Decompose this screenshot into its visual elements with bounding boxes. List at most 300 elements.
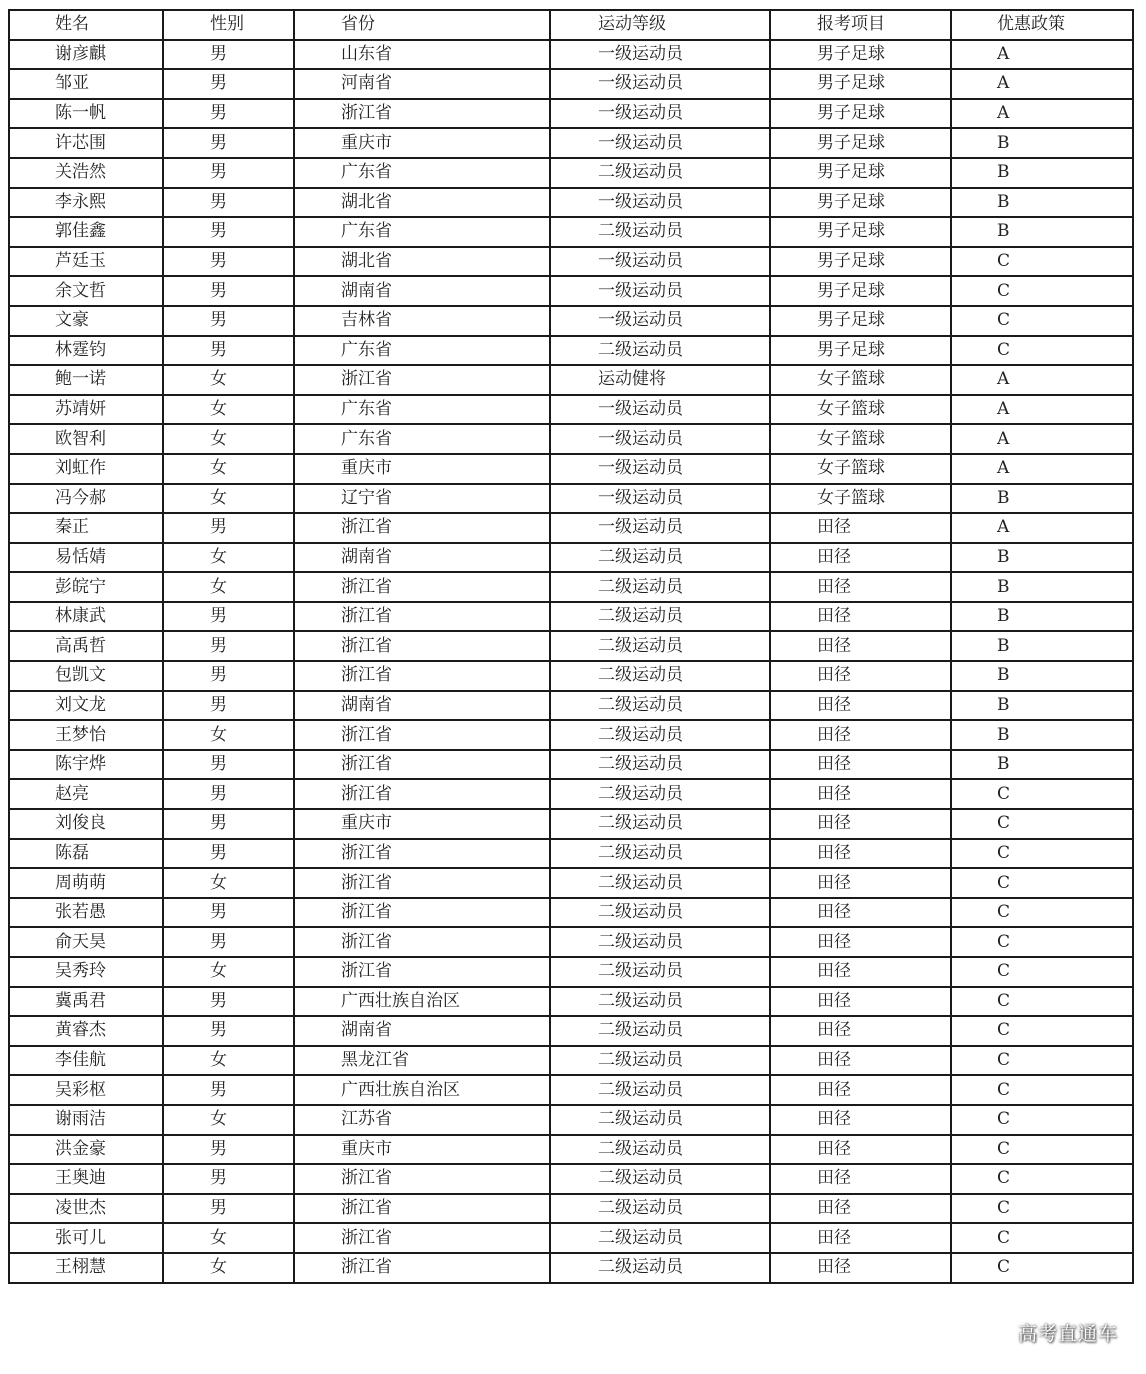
cell-province: 重庆市 [294,1135,550,1165]
cell-policy: B [951,217,1133,247]
cell-name: 彭皖宁 [9,572,163,602]
cell-gender: 女 [163,395,294,425]
cell-gender: 男 [163,631,294,661]
cell-sport-level: 一级运动员 [550,424,770,454]
table-row [9,602,1133,632]
cell-gender: 女 [163,1223,294,1253]
cell-gender: 男 [163,336,294,366]
cell-name: 苏靖妍 [9,395,163,425]
cell-name: 芦廷玉 [9,247,163,277]
watermark: 高考直通车 [1017,1323,1118,1345]
cell-gender: 男 [163,513,294,543]
cell-gender: 男 [163,247,294,277]
table-row [9,484,1133,514]
table-row [9,217,1133,247]
cell-name: 鲍一诺 [9,365,163,395]
cell-name: 张若愚 [9,898,163,928]
cell-gender: 男 [163,661,294,691]
cell-event: 田径 [770,1253,951,1283]
cell-gender: 女 [163,1105,294,1135]
table-row [9,572,1133,602]
table-row [9,543,1133,573]
cell-policy: C [951,306,1133,336]
cell-sport-level: 一级运动员 [550,69,770,99]
table-row [9,957,1133,987]
cell-sport-level: 一级运动员 [550,40,770,70]
cell-policy: C [951,839,1133,869]
cell-name: 王奥迪 [9,1164,163,1194]
cell-sport-level: 二级运动员 [550,779,770,809]
cell-sport-level: 二级运动员 [550,691,770,721]
cell-province: 重庆市 [294,809,550,839]
table-row [9,424,1133,454]
cell-province: 湖南省 [294,691,550,721]
cell-policy: A [951,69,1133,99]
cell-name: 谢彦麒 [9,40,163,70]
cell-sport-level: 一级运动员 [550,276,770,306]
cell-name: 冀禹君 [9,987,163,1017]
cell-sport-level: 二级运动员 [550,631,770,661]
cell-province: 河南省 [294,69,550,99]
cell-policy: A [951,424,1133,454]
cell-event: 女子篮球 [770,424,951,454]
header-name: 姓名 [9,10,163,40]
table-row [9,158,1133,188]
cell-sport-level: 二级运动员 [550,1135,770,1165]
header-gender: 性别 [163,10,294,40]
cell-policy: A [951,395,1133,425]
table-row [9,306,1133,336]
cell-policy: B [951,128,1133,158]
cell-sport-level: 一级运动员 [550,128,770,158]
cell-event: 男子足球 [770,247,951,277]
cell-gender: 男 [163,69,294,99]
cell-province: 广东省 [294,395,550,425]
table-row [9,809,1133,839]
cell-province: 湖南省 [294,1016,550,1046]
cell-sport-level: 二级运动员 [550,1164,770,1194]
cell-event: 田径 [770,513,951,543]
cell-event: 男子足球 [770,40,951,70]
cell-policy: C [951,1253,1133,1283]
table-row [9,779,1133,809]
cell-name: 刘俊良 [9,809,163,839]
cell-name: 吴彩枢 [9,1075,163,1105]
cell-gender: 女 [163,424,294,454]
cell-sport-level: 二级运动员 [550,572,770,602]
cell-event: 田径 [770,927,951,957]
cell-event: 田径 [770,661,951,691]
table-row [9,40,1133,70]
cell-sport-level: 二级运动员 [550,543,770,573]
cell-gender: 男 [163,1016,294,1046]
cell-sport-level: 一级运动员 [550,454,770,484]
cell-event: 男子足球 [770,276,951,306]
cell-gender: 男 [163,188,294,218]
cell-name: 秦正 [9,513,163,543]
cell-sport-level: 二级运动员 [550,987,770,1017]
cell-event: 田径 [770,1194,951,1224]
cell-province: 重庆市 [294,128,550,158]
cell-province: 黑龙江省 [294,1046,550,1076]
athlete-roster-table [8,9,1134,1284]
cell-gender: 男 [163,99,294,129]
cell-sport-level: 二级运动员 [550,957,770,987]
cell-policy: C [951,987,1133,1017]
cell-gender: 女 [163,1046,294,1076]
cell-name: 关浩然 [9,158,163,188]
table-row [9,839,1133,869]
cell-sport-level: 二级运动员 [550,1046,770,1076]
cell-event: 女子篮球 [770,395,951,425]
cell-province: 浙江省 [294,99,550,129]
cell-sport-level: 二级运动员 [550,661,770,691]
cell-name: 余文哲 [9,276,163,306]
cell-province: 湖南省 [294,543,550,573]
cell-name: 刘文龙 [9,691,163,721]
table-row [9,720,1133,750]
cell-policy: C [951,1105,1133,1135]
cell-name: 俞天昊 [9,927,163,957]
cell-sport-level: 二级运动员 [550,868,770,898]
cell-sport-level: 二级运动员 [550,336,770,366]
cell-event: 男子足球 [770,99,951,129]
cell-province: 浙江省 [294,750,550,780]
cell-province: 浙江省 [294,779,550,809]
cell-event: 田径 [770,898,951,928]
cell-sport-level: 运动健将 [550,365,770,395]
cell-policy: B [951,158,1133,188]
table-row [9,1164,1133,1194]
cell-event: 男子足球 [770,128,951,158]
cell-gender: 男 [163,987,294,1017]
cell-name: 陈宇烨 [9,750,163,780]
cell-gender: 男 [163,898,294,928]
cell-policy: B [951,661,1133,691]
cell-gender: 女 [163,543,294,573]
table-row [9,1135,1133,1165]
cell-province: 浙江省 [294,602,550,632]
cell-event: 田径 [770,691,951,721]
cell-gender: 女 [163,365,294,395]
cell-name: 包凯文 [9,661,163,691]
cell-gender: 女 [163,957,294,987]
cell-name: 林霆钧 [9,336,163,366]
cell-province: 浙江省 [294,365,550,395]
table-row [9,1016,1133,1046]
cell-event: 男子足球 [770,336,951,366]
cell-name: 王栩慧 [9,1253,163,1283]
cell-province: 辽宁省 [294,484,550,514]
cell-gender: 女 [163,1253,294,1283]
cell-policy: C [951,809,1133,839]
table-row [9,454,1133,484]
table-row [9,1194,1133,1224]
cell-province: 浙江省 [294,868,550,898]
cell-province: 浙江省 [294,720,550,750]
header-policy: 优惠政策 [951,10,1133,40]
cell-sport-level: 二级运动员 [550,602,770,632]
cell-province: 广东省 [294,158,550,188]
cell-sport-level: 二级运动员 [550,1194,770,1224]
table-row [9,898,1133,928]
cell-gender: 男 [163,779,294,809]
cell-name: 周萌萌 [9,868,163,898]
cell-sport-level: 二级运动员 [550,217,770,247]
table-row [9,631,1133,661]
cell-name: 谢雨洁 [9,1105,163,1135]
cell-sport-level: 二级运动员 [550,720,770,750]
cell-policy: A [951,40,1133,70]
cell-event: 男子足球 [770,158,951,188]
cell-gender: 女 [163,572,294,602]
cell-name: 陈一帆 [9,99,163,129]
cell-event: 田径 [770,631,951,661]
cell-policy: C [951,957,1133,987]
cell-event: 田径 [770,809,951,839]
cell-sport-level: 一级运动员 [550,99,770,129]
cell-gender: 男 [163,927,294,957]
cell-gender: 女 [163,868,294,898]
cell-sport-level: 二级运动员 [550,927,770,957]
cell-event: 田径 [770,1016,951,1046]
cell-policy: C [951,336,1133,366]
cell-name: 李佳航 [9,1046,163,1076]
cell-name: 郭佳鑫 [9,217,163,247]
cell-province: 广东省 [294,424,550,454]
cell-gender: 男 [163,306,294,336]
cell-policy: C [951,927,1133,957]
cell-policy: C [951,868,1133,898]
cell-province: 湖北省 [294,247,550,277]
table-row [9,247,1133,277]
cell-event: 男子足球 [770,69,951,99]
cell-policy: C [951,1016,1133,1046]
cell-policy: B [951,720,1133,750]
cell-name: 张可儿 [9,1223,163,1253]
cell-gender: 女 [163,484,294,514]
table-header-row [9,10,1133,40]
header-province: 省份 [294,10,550,40]
cell-province: 浙江省 [294,1253,550,1283]
table-row [9,336,1133,366]
cell-province: 浙江省 [294,1223,550,1253]
table-row [9,99,1133,129]
cell-name: 邹亚 [9,69,163,99]
cell-province: 浙江省 [294,1164,550,1194]
cell-province: 江苏省 [294,1105,550,1135]
cell-name: 许芯围 [9,128,163,158]
cell-gender: 男 [163,1194,294,1224]
table-row [9,128,1133,158]
cell-gender: 男 [163,276,294,306]
cell-policy: B [951,543,1133,573]
cell-event: 女子篮球 [770,484,951,514]
cell-event: 田径 [770,987,951,1017]
cell-name: 易恬婧 [9,543,163,573]
cell-name: 王梦怡 [9,720,163,750]
cell-name: 凌世杰 [9,1194,163,1224]
cell-policy: C [951,1223,1133,1253]
cell-gender: 男 [163,809,294,839]
cell-gender: 男 [163,40,294,70]
cell-policy: A [951,99,1133,129]
cell-province: 广东省 [294,217,550,247]
cell-province: 广西壮族自治区 [294,1075,550,1105]
cell-policy: C [951,898,1133,928]
cell-gender: 男 [163,839,294,869]
cell-policy: C [951,1046,1133,1076]
cell-sport-level: 二级运动员 [550,158,770,188]
cell-gender: 女 [163,454,294,484]
cell-sport-level: 二级运动员 [550,750,770,780]
table-row [9,1223,1133,1253]
cell-policy: A [951,513,1133,543]
cell-sport-level: 二级运动员 [550,1105,770,1135]
cell-province: 浙江省 [294,572,550,602]
cell-sport-level: 二级运动员 [550,1075,770,1105]
cell-event: 田径 [770,1135,951,1165]
table-row [9,750,1133,780]
cell-province: 浙江省 [294,957,550,987]
cell-event: 女子篮球 [770,365,951,395]
cell-event: 田径 [770,543,951,573]
cell-sport-level: 一级运动员 [550,306,770,336]
cell-name: 冯今郝 [9,484,163,514]
cell-province: 湖北省 [294,188,550,218]
cell-gender: 男 [163,691,294,721]
cell-province: 浙江省 [294,661,550,691]
table-row [9,188,1133,218]
cell-event: 田径 [770,750,951,780]
cell-event: 男子足球 [770,188,951,218]
cell-province: 湖南省 [294,276,550,306]
cell-policy: B [951,691,1133,721]
cell-policy: B [951,484,1133,514]
cell-gender: 女 [163,720,294,750]
cell-sport-level: 二级运动员 [550,1223,770,1253]
table-body [9,40,1133,1283]
cell-name: 文豪 [9,306,163,336]
cell-sport-level: 一级运动员 [550,484,770,514]
cell-province: 浙江省 [294,631,550,661]
table-row [9,661,1133,691]
cell-sport-level: 一级运动员 [550,395,770,425]
cell-province: 浙江省 [294,513,550,543]
cell-name: 赵亮 [9,779,163,809]
table-row [9,276,1133,306]
cell-gender: 男 [163,128,294,158]
table-row [9,868,1133,898]
cell-province: 浙江省 [294,839,550,869]
cell-sport-level: 二级运动员 [550,1016,770,1046]
cell-sport-level: 二级运动员 [550,1253,770,1283]
table-row [9,1046,1133,1076]
cell-name: 高禹哲 [9,631,163,661]
header-event: 报考项目 [770,10,951,40]
cell-policy: B [951,602,1133,632]
cell-event: 田径 [770,1046,951,1076]
cell-policy: C [951,1135,1133,1165]
cell-policy: B [951,631,1133,661]
cell-gender: 男 [163,158,294,188]
table-row [9,395,1133,425]
cell-policy: B [951,572,1133,602]
cell-policy: A [951,454,1133,484]
table-row [9,927,1133,957]
cell-sport-level: 一级运动员 [550,513,770,543]
cell-name: 陈磊 [9,839,163,869]
cell-event: 男子足球 [770,306,951,336]
cell-gender: 男 [163,1164,294,1194]
cell-policy: B [951,188,1133,218]
cell-name: 黄睿杰 [9,1016,163,1046]
table-row [9,691,1133,721]
cell-event: 田径 [770,1105,951,1135]
cell-name: 李永熙 [9,188,163,218]
cell-event: 田径 [770,957,951,987]
cell-event: 田径 [770,1075,951,1105]
table-row [9,513,1133,543]
cell-policy: C [951,779,1133,809]
cell-province: 广西壮族自治区 [294,987,550,1017]
cell-name: 吴秀玲 [9,957,163,987]
cell-gender: 男 [163,1075,294,1105]
cell-name: 刘虹作 [9,454,163,484]
cell-sport-level: 二级运动员 [550,809,770,839]
cell-sport-level: 二级运动员 [550,839,770,869]
cell-policy: C [951,1075,1133,1105]
cell-name: 林康武 [9,602,163,632]
cell-gender: 男 [163,602,294,632]
cell-event: 田径 [770,602,951,632]
cell-province: 浙江省 [294,927,550,957]
cell-event: 田径 [770,868,951,898]
cell-sport-level: 一级运动员 [550,188,770,218]
cell-sport-level: 一级运动员 [550,247,770,277]
cell-policy: C [951,1194,1133,1224]
cell-province: 浙江省 [294,1194,550,1224]
table-row [9,69,1133,99]
header-sport-level: 运动等级 [550,10,770,40]
cell-policy: C [951,276,1133,306]
cell-event: 田径 [770,779,951,809]
cell-event: 田径 [770,720,951,750]
cell-event: 田径 [770,1223,951,1253]
table-row [9,365,1133,395]
cell-name: 洪金豪 [9,1135,163,1165]
cell-gender: 男 [163,217,294,247]
table-row [9,1253,1133,1283]
cell-policy: C [951,247,1133,277]
table-row [9,1105,1133,1135]
cell-event: 女子篮球 [770,454,951,484]
cell-policy: C [951,1164,1133,1194]
cell-policy: A [951,365,1133,395]
cell-province: 山东省 [294,40,550,70]
cell-gender: 男 [163,750,294,780]
cell-event: 男子足球 [770,217,951,247]
cell-policy: B [951,750,1133,780]
table-row [9,987,1133,1017]
cell-province: 重庆市 [294,454,550,484]
cell-event: 田径 [770,1164,951,1194]
cell-event: 田径 [770,572,951,602]
cell-name: 欧智利 [9,424,163,454]
cell-sport-level: 二级运动员 [550,898,770,928]
cell-province: 吉林省 [294,306,550,336]
cell-province: 浙江省 [294,898,550,928]
